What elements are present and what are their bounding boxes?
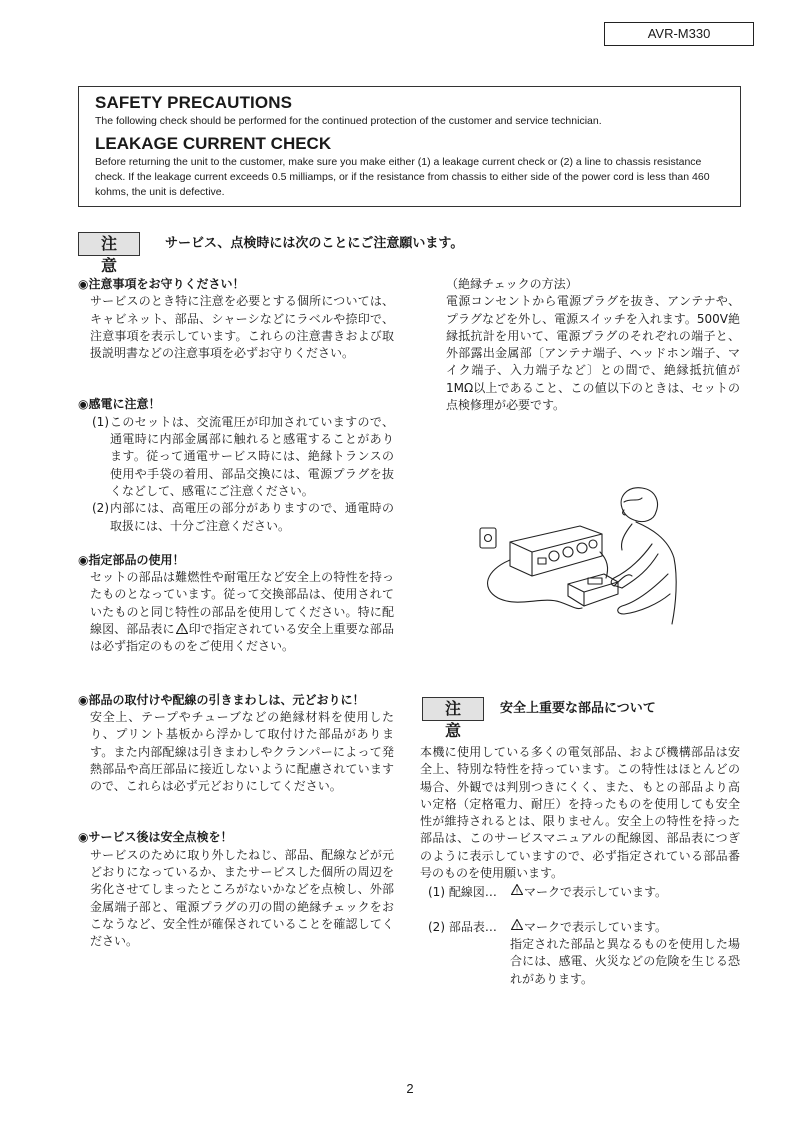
list-wiring-text: マークで表示しています。	[524, 885, 668, 900]
list-wiring-label: (1) 配線図…	[428, 885, 497, 900]
model-number-box: AVR-M330	[604, 22, 754, 46]
shock-item-2-num: (2)	[92, 501, 109, 516]
technician-illustration	[472, 478, 684, 628]
section-body-parts	[78, 569, 394, 655]
section-title-parts: ◉指定部品の使用！	[78, 552, 185, 567]
shock-item-1-text: このセットは、交流電圧が印加されていますので、通電時に内部金属部に触れると感電することがあります。従って通電サービス時には、絶縁トランスの使用や手袋の着用、部品交換には、電源プラグを抜くなどして、感電にご注意ください。	[110, 414, 394, 498]
list-wiring-diagram	[420, 884, 740, 901]
safety-precautions-box	[78, 86, 741, 207]
safety-parts-body: 本機に使用している多くの電気部品、および機構部品は安全上、特別な特性を持っています。この特性はほとんどの場合、外観では判別つきにくく、また、もとの部品より高い定格（定格電力、耐圧）を持ったものを使用しても安全性が維持されるとは、限りません。安全上の特性を持った部品は、このサービスマニュアルの配線図、部品表につぎのように表示していますので、必ず指定されている部品番号のものを使用願います。	[420, 745, 740, 881]
svg-text:!: !	[180, 626, 183, 635]
list-parts-label: (2) 部品表…	[428, 919, 497, 934]
insulation-check-body: 電源コンセントから電源プラグを抜き、アンテナや、プラグなどを外し、電源スイッチを入れます。500V絶縁抵抗計を用いて、電源プラグのそれぞれの端子と、外部露出金属部〔アンテナ端子、ヘッドホン端子、マイク端子、入力端子など〕との間で、絶縁抵抗値が1MΩ以上であること、この値以下のときは、セットの点検修理が必要です。	[446, 294, 740, 413]
right-column-top	[446, 276, 740, 414]
section-body-observe: サービスのとき特に注意を必要とする個所については、キャビネット、部品、シャーシなどにラベルや捺印で、注意事項を表示しています。これらの注意書きおよび取扱説明書などの注意事項を必ずお守りください。	[90, 294, 394, 361]
section-body-inspection: サービスのために取り外したねじ、部品、配線などが元どおりになっているか、またサービスした個所の周辺を劣化させてしまったところがないかなどを点検し、外部金属端子部と、電源プラグの刃の間の絶縁チェックをおこなうなど、安全性が確保されていることを確認してください。	[90, 847, 394, 949]
parts-body-b: 印で指定されている安全上重要な部品は必ず指定のものをご使用ください。	[90, 622, 394, 654]
svg-text:!: !	[515, 887, 519, 896]
parts-body-a: セットの部品は難燃性や耐電圧など安全上の特性を持ったものとなっています。従って交換部品は、使用されていたものと同じ特性の部品を使用してください。特に配線図、部品表に	[90, 570, 394, 637]
section-body-wiring: 安全上、テープやチューブなどの絶縁材料を使用したり、プリント基板から浮かして取付けた部品があります。また内部配線は引きまわしやクランパーによって発熱部品や高圧部品に接近しないように配慮されていますので、これらは必ず元どおりにしてください。	[90, 709, 394, 794]
warning-triangle-icon	[176, 623, 188, 634]
safety-subtitle: The following check should be performed for the continued protection of the customer and service technician.	[95, 115, 602, 127]
warning-triangle-icon	[511, 919, 523, 930]
right-column-bottom	[420, 744, 740, 988]
leakage-body: Before returning the unit to the customer, make sure you make either (1) a leakage current check or (2) a line to chassis resistance check. If the leakage current exceeds 0.5 milliamps, or if the resistance from chassis to either side of the power cord is less than 460 kohms, the unit is defective.	[95, 156, 710, 198]
warning-triangle-icon	[511, 884, 523, 895]
shock-item-1-num: (1)	[92, 414, 109, 429]
section-title-inspection: ◉サービス後は安全点検を！	[78, 830, 233, 845]
list-parts-note: 指定された部品と異なるものを使用した場合には、感電、火災などの危険を生じる恐れがあります。	[510, 936, 740, 986]
section-title-observe: ◉注意事項をお守りください！	[78, 277, 245, 291]
section-title-wiring: ◉部品の取付けや配線の引きまわしは、元どおりに！	[78, 692, 365, 707]
section-title-shock: ◉感電に注意！	[78, 397, 161, 412]
page-number: 2	[406, 1081, 414, 1096]
insulation-check-title: （絶縁チェックの方法）	[446, 277, 578, 291]
caution-heading: サービス、点検時には次のことにご注意願います。	[165, 236, 464, 251]
list-parts-text: マークで表示しています。	[524, 919, 668, 934]
caution-badge: 注意	[78, 232, 140, 256]
caution-badge-2: 注意	[422, 697, 484, 721]
shock-item-1	[78, 414, 394, 500]
shock-item-2	[78, 500, 394, 535]
svg-text:!: !	[515, 922, 519, 930]
safety-title: SAFETY PRECAUTIONS	[95, 93, 293, 112]
left-column	[78, 276, 394, 951]
leakage-title: LEAKAGE CURRENT CHECK	[95, 134, 332, 153]
caution-heading-2: 安全上重要な部品について	[500, 701, 656, 716]
list-parts-list	[420, 919, 740, 936]
shock-item-2-text: 内部には、高電圧の部分がありますので、通電時の取扱には、十分ご注意ください。	[110, 501, 394, 533]
